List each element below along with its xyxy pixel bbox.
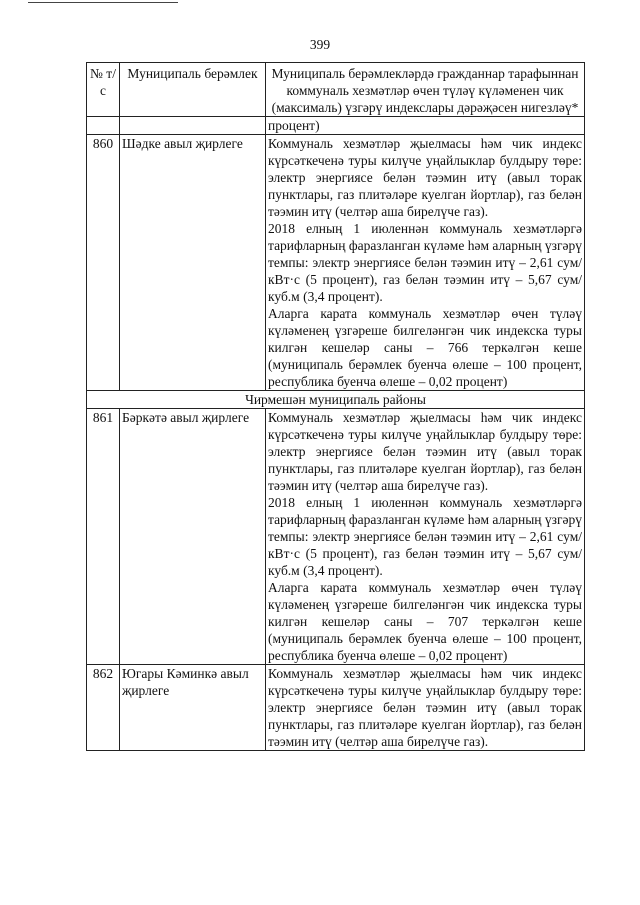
continuation-text: процент): [266, 117, 585, 135]
row-municipality: Бәркәтә авыл җирлеге: [120, 409, 266, 665]
table-header-row: [87, 63, 585, 117]
header-justification: Муниципаль берәмлекләрдә гражданнар тарафыннан коммуналь хезмәтләр өчен түләү күләменен чик (максималь) үзгәрү индекслары дәрәҗәсен нигезләү*: [266, 63, 585, 117]
table-row: [87, 665, 585, 751]
district-heading: Чирмешән муниципаль районы: [87, 391, 585, 409]
district-heading-row: [87, 391, 585, 409]
page-number: 399: [309, 37, 331, 52]
row-number: 861: [87, 409, 120, 665]
tariff-table: [86, 62, 585, 751]
paragraph: Коммуналь хезмәтләр җыелмасы һәм чик индекс күрсәткеченә туры килүче уңайлыклар булдыру төре: электр энергиясе белән тәэмин итү (авыл торак пунктлары, газ плитәләре куелган йортлар), газ белән тәэмин итү (челтәр аша бирелүче газ).: [268, 666, 582, 749]
continuation-name-cell: [120, 117, 266, 135]
header-municipality: Муниципаль берәмлек: [120, 63, 266, 117]
row-number: 860: [87, 135, 120, 391]
row-municipality: Югары Кәминкә авыл җирлеге: [120, 665, 266, 751]
paragraph: Коммуналь хезмәтләр җыелмасы һәм чик индекс күрсәткеченә туры килүче уңайлыклар булдыру төре: электр энергиясе белән тәэмин итү (авыл торак пунктлары, газ плитәләре куелган йортлар), газ белән тәэмин итү (челтәр аша бирелүче газ).: [268, 410, 582, 493]
table-row: [87, 409, 585, 665]
row-description: [266, 135, 585, 391]
paragraph: Аларга карата коммуналь хезмәтләр өчен түләү күләменең үзгәреше билгеләнгән чик индекска туры килгән кешеләр саны – 766 теркәлгән кеше (муниципаль берәмлек буенча өлеше – 100 процент, республика буенча өлеше – 0,02 процент): [268, 306, 582, 389]
header-number: № т/с: [87, 63, 120, 117]
top-rule: [28, 2, 178, 3]
paragraph: 2018 елның 1 июленнән коммуналь хезмәтләргә тарифларның фаразланган күләме һәм аларның үзгәрү темпы: электр энергиясе белән тәэмин итү – 2,61 сум/кВт·с (5 процент), газ белән тәэмин итү – 5,67 сум/куб.м (3,4 процент).: [268, 221, 582, 304]
continuation-num-cell: [87, 117, 120, 135]
continuation-row: [87, 117, 585, 135]
paragraph: 2018 елның 1 июленнән коммуналь хезмәтләргә тарифларның фаразланган күләме һәм аларның үзгәрү темпы: электр энергиясе белән тәэмин итү – 2,61 сум/кВт·с (5 процент), газ белән тәэмин итү – 5,67 сум/куб.м (3,4 процент).: [268, 495, 582, 578]
row-municipality: Шәдке авыл җирлеге: [120, 135, 266, 391]
paragraph: Аларга карата коммуналь хезмәтләр өчен түләү күләменең үзгәреше билгеләнгән чик индекска туры килгән кешеләр саны – 707 теркәлгән кеше (муниципаль берәмлек буенча өлеше – 100 процент, республика буенча өлеше – 0,02 процент): [268, 580, 582, 663]
table-row: [87, 135, 585, 391]
row-description: [266, 665, 585, 751]
paragraph: Коммуналь хезмәтләр җыелмасы һәм чик индекс күрсәткеченә туры килүче уңайлыклар булдыру төре: электр энергиясе белән тәэмин итү (авыл торак пунктлары, газ плитәләре куелган йортлар), газ белән тәэмин итү (челтәр аша бирелүче газ).: [268, 136, 582, 219]
row-description: [266, 409, 585, 665]
row-number: 862: [87, 665, 120, 751]
